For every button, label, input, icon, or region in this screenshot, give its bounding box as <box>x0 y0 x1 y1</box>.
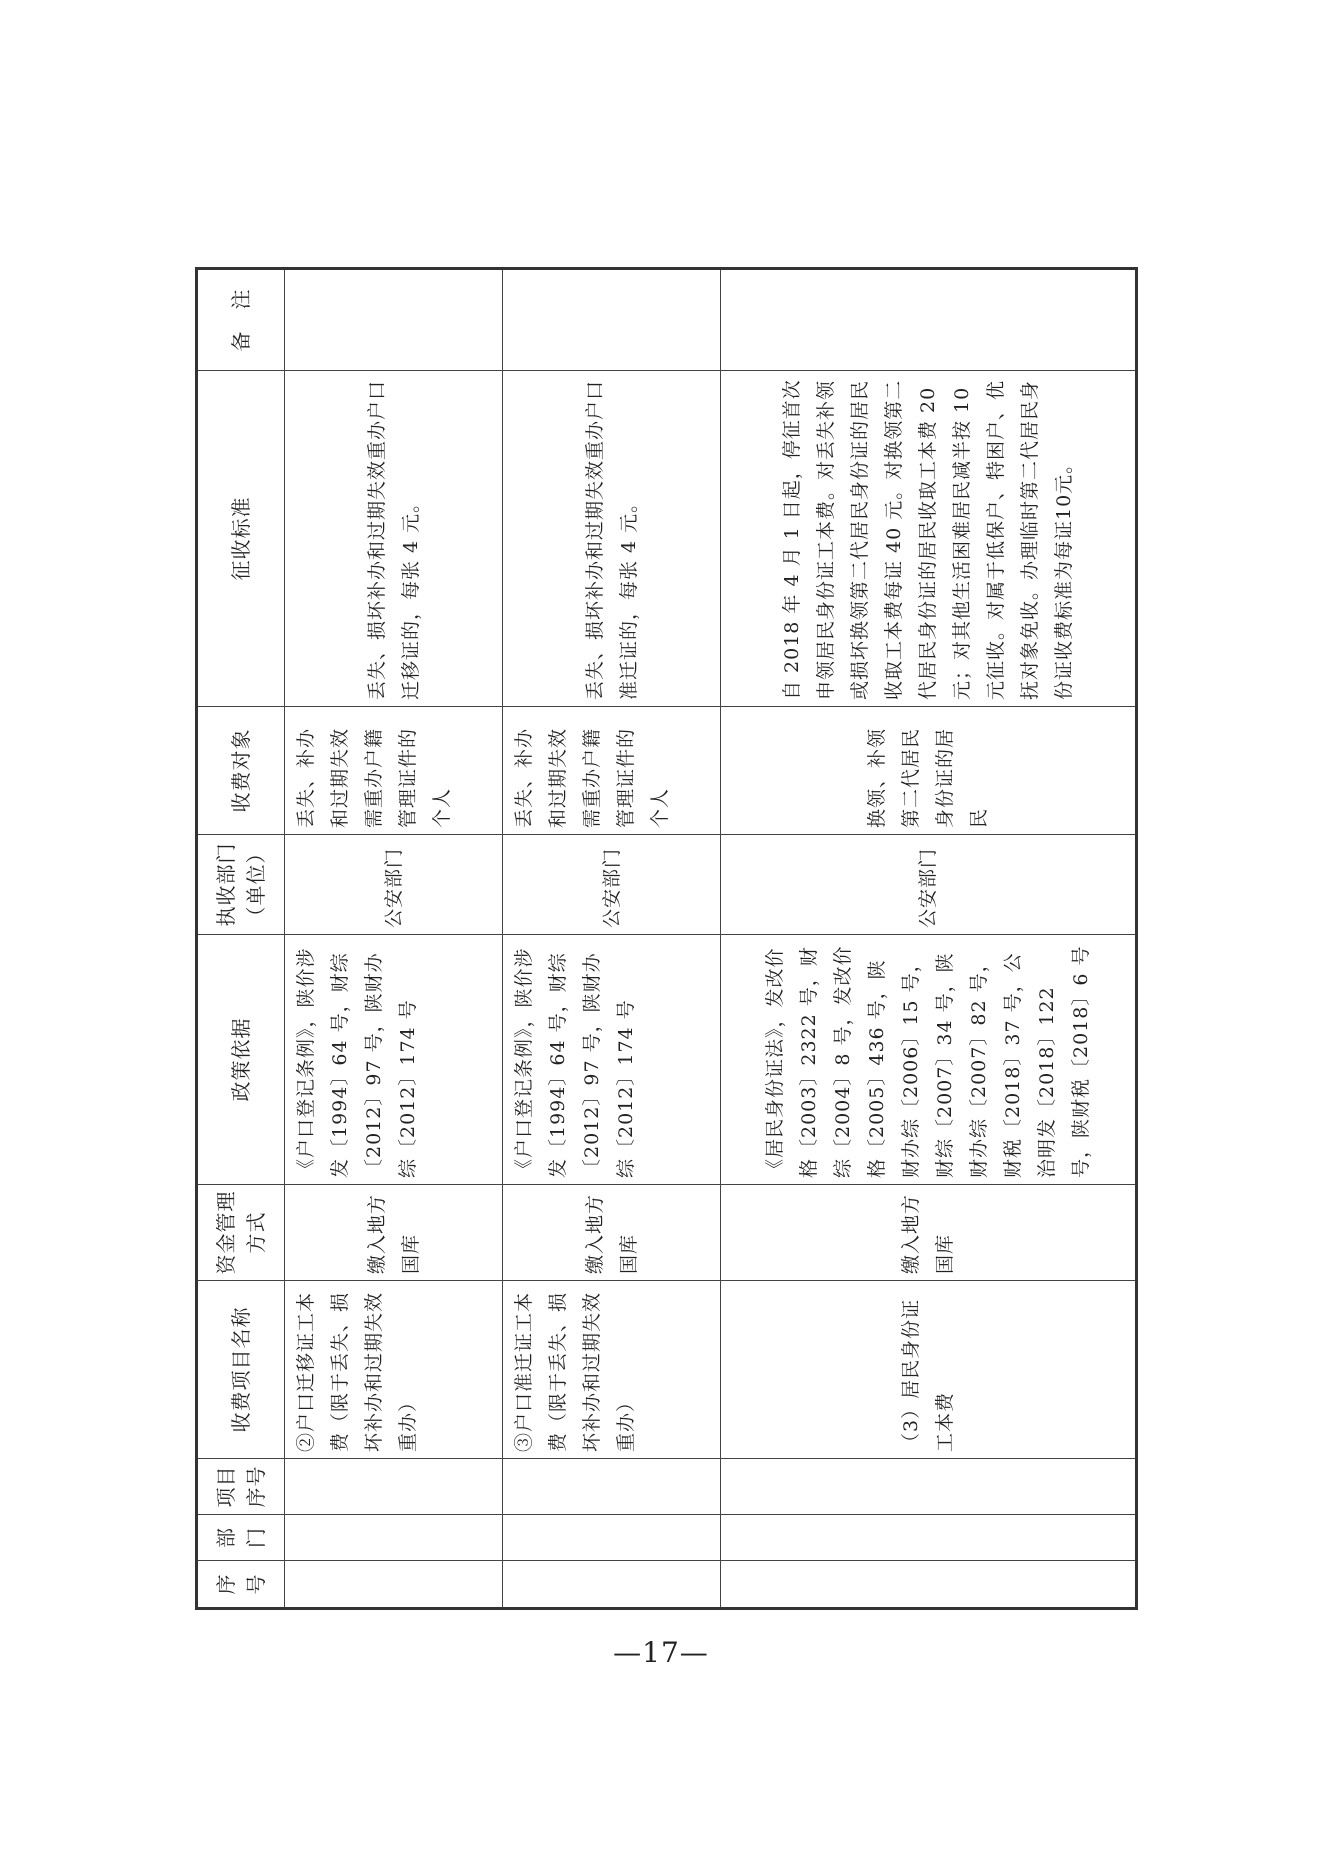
header-payer: 收费对象 <box>197 707 285 835</box>
header-item-seq: 项目序号 <box>197 1459 285 1515</box>
cell-item-seq <box>503 1459 721 1515</box>
cell-payer: 换领、补领第二代居民身份证的居民 <box>721 707 1137 835</box>
cell-policy: 《居民身份证法》，发改价格〔2003〕2322 号，财综〔2004〕8 号，发改价格〔2005〕436 号，陕财办综〔2006〕15 号，财综〔2007〕34 号，陕财办综〔2007〕82 号，财税〔2018〕37 号，公治明发〔2018〕122 号，陕财税〔2018〕6 号 <box>721 935 1137 1185</box>
cell-dept <box>721 1515 1137 1561</box>
cell-standard: 丢失、损坏补办和过期失效重办户口准迁证的，每张 4 元。 <box>503 371 721 707</box>
cell-policy: 《户口登记条例》，陕价涉发〔1994〕64 号，财综〔2012〕97 号，陕财办综〔2012〕174 号 <box>503 935 721 1185</box>
rotated-table-container <box>195 270 1135 1610</box>
cell-dept <box>285 1515 503 1561</box>
header-policy: 政策依据 <box>197 935 285 1185</box>
cell-standard: 自 2018 年 4 月 1 日起，停征首次申领居民身份证工本费。对丢失补领或损坏换领第二代居民身份证的居民收取工本费每证 40 元。对换领第二代居民身份证的居民收取工本费 20 元；对其他生活困难居民减半按 10 元征收。对属于低保户、特困户、优抚对象免收。办理临时第二代居民身份证收费标准为每证10元。 <box>721 371 1137 707</box>
header-seq: 序号 <box>197 1561 285 1609</box>
header-item-name: 收费项目名称 <box>197 1281 285 1459</box>
cell-collector: 公安部门 <box>503 835 721 935</box>
cell-item-name: ③户口准迁证工本费（限于丢失、损坏补办和过期失效重办） <box>503 1281 721 1459</box>
header-remark: 备 注 <box>197 269 285 371</box>
cell-item-seq <box>721 1459 1137 1515</box>
cell-fund-mgmt: 缴入地方国库 <box>285 1185 503 1281</box>
fee-table <box>195 267 1138 1610</box>
cell-item-name: ②户口迁移证工本费（限于丢失、损坏补办和过期失效重办） <box>285 1281 503 1459</box>
cell-standard: 丢失、损坏补办和过期失效重办户口迁移证的，每张 4 元。 <box>285 371 503 707</box>
cell-seq <box>503 1561 721 1609</box>
cell-remark <box>285 269 503 371</box>
header-collector: 执收部门（单位） <box>197 835 285 935</box>
cell-item-name: （3）居民身份证工本费 <box>721 1281 1137 1459</box>
page-number: —17— <box>613 1636 709 1669</box>
table-row <box>285 269 503 1609</box>
cell-remark <box>503 269 721 371</box>
header-dept: 部门 <box>197 1515 285 1561</box>
header-fund-mgmt: 资金管理方式 <box>197 1185 285 1281</box>
cell-policy: 《户口登记条例》，陕价涉发〔1994〕64 号，财综〔2012〕97 号，陕财办综〔2012〕174 号 <box>285 935 503 1185</box>
table-row <box>721 269 1137 1609</box>
cell-payer: 丢失、补办和过期失效需重办户籍管理证件的个人 <box>285 707 503 835</box>
cell-payer: 丢失、补办和过期失效需重办户籍管理证件的个人 <box>503 707 721 835</box>
cell-collector: 公安部门 <box>721 835 1137 935</box>
cell-remark <box>721 269 1137 371</box>
cell-seq <box>285 1561 503 1609</box>
header-standard: 征收标准 <box>197 371 285 707</box>
table-row <box>503 269 721 1609</box>
cell-collector: 公安部门 <box>285 835 503 935</box>
cell-fund-mgmt: 缴入地方国库 <box>721 1185 1137 1281</box>
table-header-row <box>197 269 285 1609</box>
cell-dept <box>503 1515 721 1561</box>
cell-item-seq <box>285 1459 503 1515</box>
cell-seq <box>721 1561 1137 1609</box>
cell-fund-mgmt: 缴入地方国库 <box>503 1185 721 1281</box>
